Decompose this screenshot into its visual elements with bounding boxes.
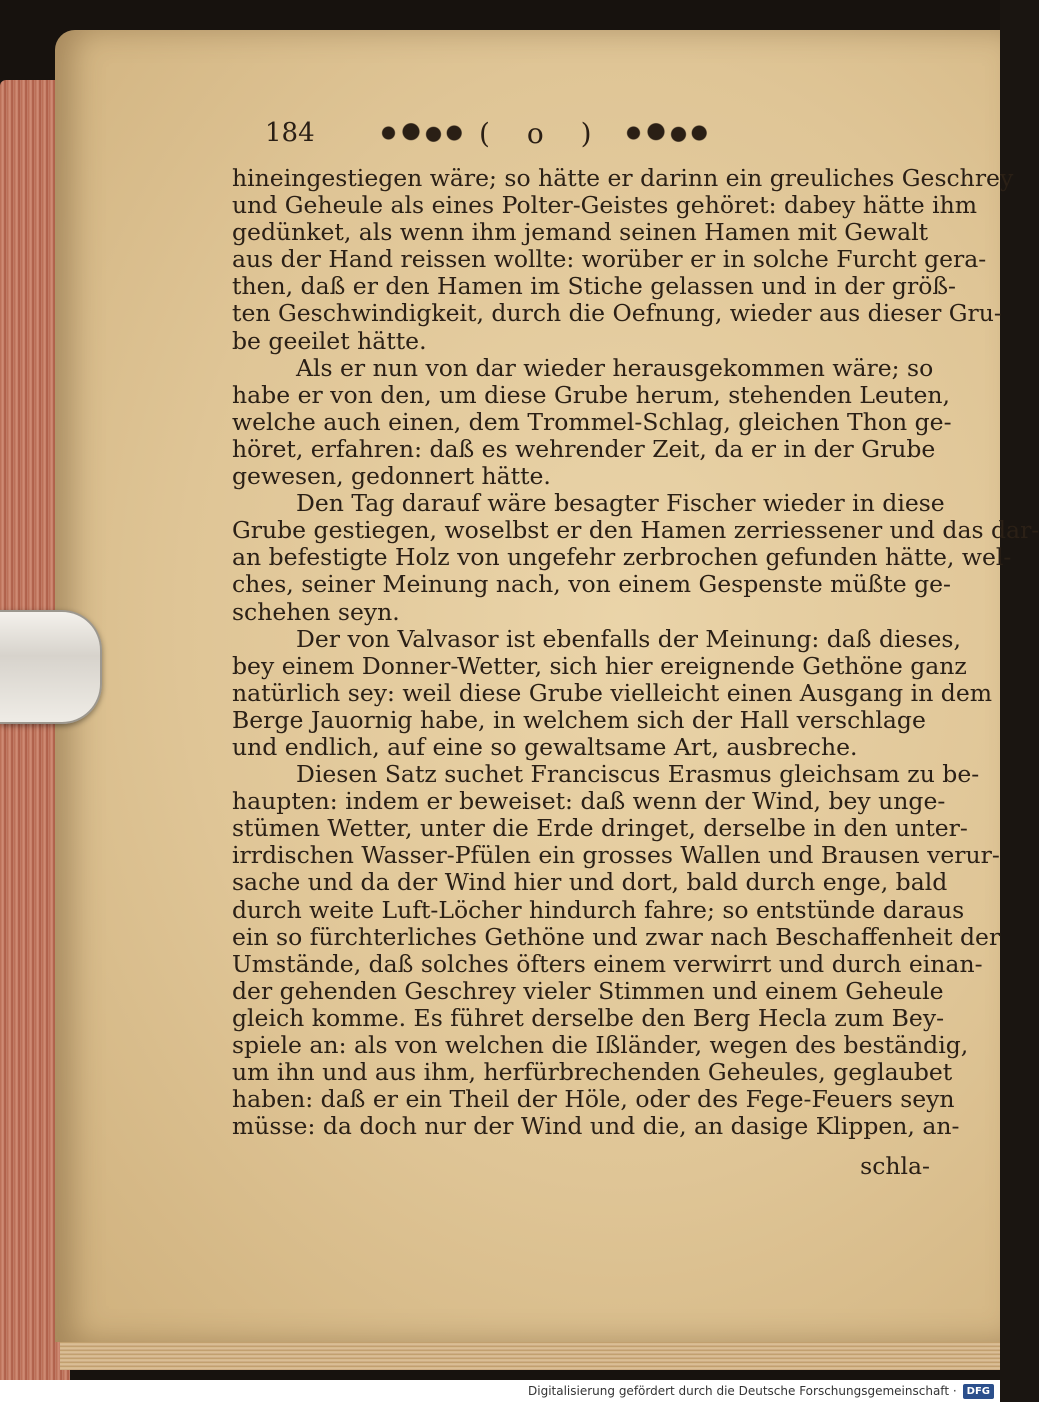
text-line: um ihn und aus ihm, herfürbrechenden Geheules, geglaubet	[232, 1058, 953, 1087]
text-line: der gehenden Geschrey vieler Stimmen und einem Geheule	[232, 976, 944, 1005]
text-line: bey einem Donner-Wetter, sich hier ereignende Gethöne ganz	[232, 651, 967, 680]
body-text	[232, 164, 1039, 1141]
text-line: ten Geschwindigkeit, durch die Oefnung, wieder aus dieser Gru-	[232, 299, 1002, 328]
text-line: Berge Jauornig habe, in welchem sich der Hall verschlage	[232, 705, 926, 734]
text-line: stümen Wetter, unter die Erde dringet, derselbe in den unter-	[232, 814, 968, 843]
page-number: 184	[265, 118, 315, 148]
text-line: durch weite Luft-Löcher hindurch fahre; so entstünde daraus	[232, 895, 965, 924]
text-line: natürlich sey: weil diese Grube vielleicht einen Ausgang in dem	[232, 678, 993, 707]
text-line: ein so fürchterliches Gethöne und zwar nach Beschaffenheit der	[232, 922, 1001, 951]
footer-bar	[0, 1380, 1000, 1402]
dfg-logo: DFG	[963, 1384, 994, 1399]
footer-credit: Digitalisierung gefördert durch die Deutsche Forschungsgemeinschaft ·	[528, 1384, 957, 1398]
ornament-left-icon	[375, 120, 465, 146]
text-line: gedünket, als wenn ihm jemand seinen Hamen mit Gewalt	[232, 218, 929, 247]
text-line: gewesen, gedonnert hätte.	[232, 462, 551, 491]
running-title: ( o )	[479, 116, 606, 150]
text-line: Den Tag darauf wäre besagter Fischer wieder in diese	[296, 489, 945, 518]
text-line: welche auch einen, dem Trommel-Schlag, gleichen Thon ge-	[232, 407, 952, 436]
text-line: gleich komme. Es führet derselbe den Berg Hecla zum Bey-	[232, 1003, 945, 1032]
text-line: haben: daß er ein Theil der Höle, oder des Fege-Feuers seyn	[232, 1085, 955, 1114]
text-line: Als er nun von dar wieder herausgekommen wäre; so	[296, 353, 934, 382]
text-line: then, daß er den Hamen im Stiche gelassen und in der größ-	[232, 272, 956, 301]
running-header	[265, 112, 765, 154]
text-line: ches, seiner Meinung nach, von einem Gespenste müßte ge-	[232, 570, 951, 599]
text-line: höret, erfahren: daß es wehrender Zeit, da er in der Grube	[232, 434, 936, 463]
text-line: aus der Hand reissen wollte: worüber er in solche Furcht gera-	[232, 245, 987, 274]
catchword: schla-	[860, 1152, 930, 1180]
text-line: und endlich, auf eine so gewaltsame Art, ausbreche.	[232, 732, 858, 761]
text-line: Umstände, daß solches öfters einem verwirrt und durch einan-	[232, 949, 983, 978]
text-line: Diesen Satz suchet Franciscus Erasmus gleichsam zu be-	[296, 760, 980, 789]
text-line: haupten: indem er beweiset: daß wenn der Wind, bey unge-	[232, 787, 946, 816]
text-line: und Geheule als eines Polter-Geistes gehöret: dabey hätte ihm	[232, 191, 978, 220]
text-line: hineingestiegen wäre; so hätte er darinn ein greuliches Geschrey	[232, 164, 1014, 192]
text-line: an befestigte Holz von ungefehr zerbrochen gefunden hätte, wel-	[232, 543, 1012, 572]
text-line: sache und da der Wind hier und dort, bald durch enge, bald	[232, 868, 948, 897]
text-line: müsse: da doch nur der Wind und die, an dasige Klippen, an-	[232, 1112, 960, 1141]
text-line: schehen seyn.	[232, 597, 400, 626]
text-line: spiele an: als von welchen die Ißländer, wegen des beständig,	[232, 1031, 969, 1059]
text-line: Grube gestiegen, woselbst er den Hamen zerriessener und das dar-	[232, 516, 1039, 545]
text-line: be geeilet hätte.	[232, 326, 427, 355]
text-line: Der von Valvasor ist ebenfalls der Meinung: daß dieses,	[296, 624, 961, 653]
text-line: irrdischen Wasser-Pfülen ein grosses Wallen und Brausen verur-	[232, 841, 1000, 870]
page-clip	[0, 610, 102, 724]
text-line: habe er von den, um diese Grube herum, stehenden Leuten,	[232, 380, 950, 409]
ornament-right-icon	[620, 120, 710, 146]
